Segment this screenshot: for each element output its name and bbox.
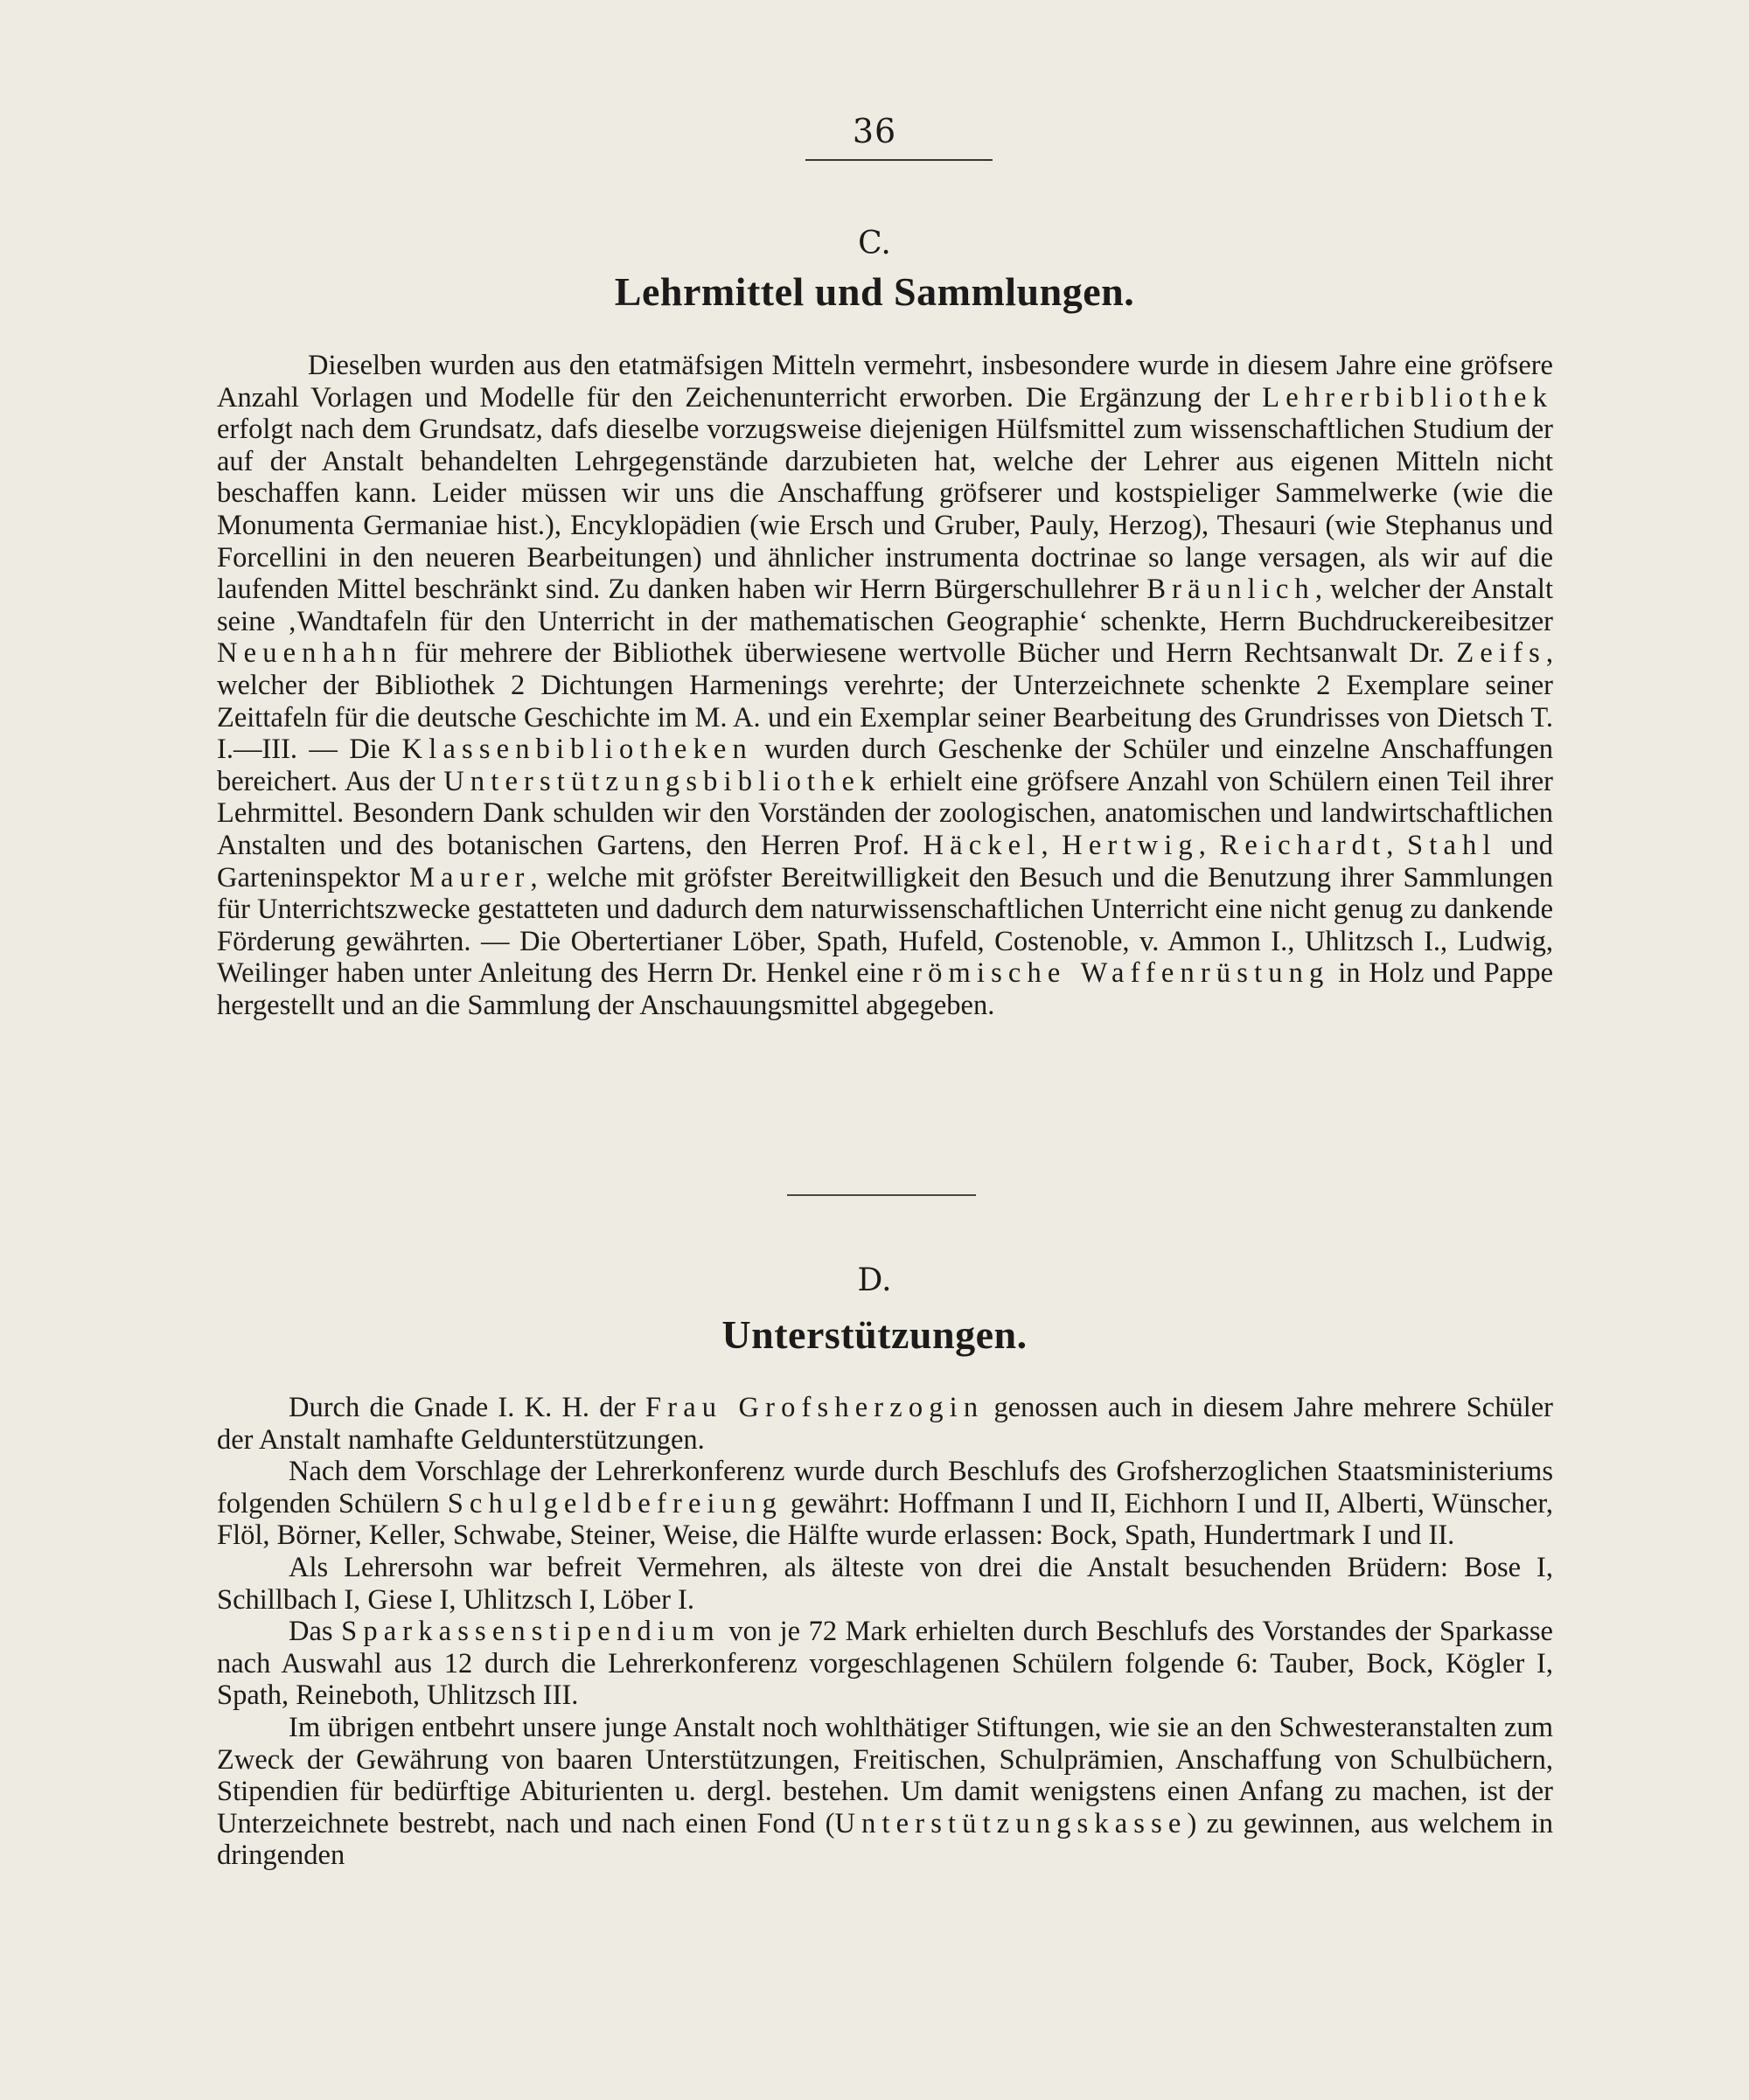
text-run: erhielt eine gröfsere Anzahl von Schülern einen Teil ihrer Lehrmittel. Besondern Dank schulden wir den Vorständen der zoologischen, anatomischen und landwirtschaftlichen Anstalten und des botanischen Gartens, den Herren Prof.	[217, 765, 1553, 861]
spaced-emphasis: Sparkassenstipendium	[341, 1616, 721, 1648]
section-c-title: Lehrmittel und Sammlungen.	[614, 269, 1135, 314]
section-c-letter: C.	[858, 226, 891, 261]
text-run: und Garteninspektor	[217, 829, 1554, 894]
spaced-emphasis: Neuenhahn	[217, 637, 403, 670]
spaced-emphasis: Reichardt	[1219, 829, 1387, 861]
text-run: von je 72 Mark erhielten durch Beschlufs des Vorstandes der Sparkasse nach Auswahl aus 12 durch die Lehrerkonferenz vorgeschlagenen Schülern folgende 6: Tauber, Bock, Kögler I, Spath, Reineboth, Uhlitzsch III.	[217, 1616, 1553, 1712]
spaced-emphasis: Hertwig	[1062, 829, 1199, 861]
text-run: Das	[289, 1616, 342, 1648]
section-d-paragraph	[217, 1712, 1553, 1872]
section-divider	[787, 1194, 976, 1196]
text-run: in Holz und Pappe hergestellt und an die Sammlung der Anschauungsmittel abgegeben.	[217, 957, 1554, 1021]
section-c-paragraph	[217, 350, 1553, 1021]
text-run: Nach dem Vorschlage der Lehrerkonferenz wurde durch Beschlufs des Grofsherzoglichen Staatsministeriums folgenden Schülern	[217, 1456, 1553, 1519]
spaced-emphasis: Zeifs	[1456, 637, 1546, 670]
header-rule	[805, 159, 993, 161]
text-run: erfolgt nach dem Grundsatz, dafs dieselbe vorzugsweise diejenigen Hülfsmittel zum wissenschaftlichen Studium der auf der Anstalt behandelten Lehrgegenstände darzubieten hat, welche der Lehrer aus eigenen Mitteln nicht beschaffen kann. Leider müssen wir uns die Anschaffung gröfserer und kostspieliger Sammelwerke (wie die Monumenta Germaniae hist.), Encyklopädien (wie Ersch und Gruber, Pauly, Herzog), Thesauri (wie Stephanus und Forcellini in den neueren Bearbeitungen) und ähnlicher instrumenta doctrinae so lange versagen, als wir auf die laufenden Mittel beschränkt sind. Zu danken haben wir Herrn Bürgerschullehrer	[217, 414, 1553, 606]
text-run: gewährt: Hoffmann I und II, Eichhorn I und II, Alberti, Wünscher, Flöl, Börner, Keller, Schwabe, Steiner, Weise, die Hälfte wurde erlassen: Bock, Spath, Hundertmark I und II.	[217, 1487, 1553, 1552]
text-run: wurden durch Geschenke der Schüler und einzelne Anschaffungen bereichert. Aus der	[217, 734, 1553, 797]
spaced-emphasis: Häckel	[923, 829, 1042, 861]
text-run: genossen auch in diesem Jahre mehrere Schüler der Anstalt namhafte Geldunterstützungen.	[217, 1392, 1553, 1456]
section-d-letter: D.	[857, 1262, 892, 1298]
spaced-emphasis: Stahl	[1407, 829, 1497, 861]
section-c-body	[217, 350, 1553, 1021]
text-run: ,	[1386, 829, 1408, 861]
text-run: , welcher der Anstalt seine ‚Wandtafeln für den Unterricht in der mathematischen Geographie‘ schenkte, Herrn Buchdruckereibesitzer	[217, 574, 1553, 637]
section-d-paragraph	[217, 1552, 1553, 1616]
spaced-emphasis: Klassenbibliotheken	[401, 734, 753, 766]
spaced-emphasis: Schulgeldbefreiung	[447, 1487, 783, 1519]
section-d-paragraph	[217, 1392, 1553, 1456]
spaced-emphasis: römische Waffenrüstung	[912, 957, 1330, 990]
section-d-paragraph	[217, 1616, 1553, 1712]
spaced-emphasis: Bräunlich	[1146, 574, 1315, 606]
text-run: Im übrigen entbehrt unsere junge Anstalt noch wohlthätiger Stiftungen, wie sie an den Schwesteranstalten zum Zweck der Gewährung von baaren Unterstützungen, Freitischen, Schulprämien, Anschaffung von Schulbüchern, Stipendien für bedürftige Abiturienten u. dergl. bestehen. Um damit wenigstens einen Anfang zu machen, ist der Unterzeichnete bestrebt, nach und nach einen Fond (	[217, 1711, 1553, 1839]
text-run: ) zu gewinnen, aus welchem in dringenden	[217, 1807, 1553, 1872]
text-run: Durch die Gnade I. K. H. der	[289, 1392, 645, 1423]
section-d-body	[217, 1392, 1553, 1872]
spaced-emphasis: Lehrerbibliothek	[1262, 381, 1553, 414]
text-run: , welche mit gröfster Bereitwilligkeit den Besuch und die Benutzung ihrer Sammlungen für Unterrichtszwecke gestatteten und dadurch dem naturwissenschaftlichen Unterricht eine nicht genug zu dankende Förderung gewährten. — Die Obertertianer Löber, Spath, Hufeld, Costenoble, v. Ammon I., Uhlitzsch I., Ludwig, Weilinger haben unter Anleitung des Herrn Dr. Henkel eine	[217, 861, 1553, 990]
spaced-emphasis: Maurer	[408, 861, 531, 894]
spaced-emphasis: Unterstützungskasse	[834, 1807, 1188, 1839]
section-d-title: Unterstützungen.	[721, 1312, 1028, 1357]
spaced-emphasis: Frau Grofsherzogin	[645, 1392, 985, 1423]
text-run: Dieselben wurden aus den etatmäfsigen Mitteln vermehrt, insbesondere wurde in diesem Jahre eine gröfsere Anzahl Vorlagen und Modelle für den Zeichenunterricht erworben. Die Ergänzung der	[217, 350, 1553, 414]
text-run: für mehrere der Bibliothek überwiesene wertvolle Bücher und Herrn Rechtsanwalt Dr.	[402, 637, 1457, 670]
text-run: Als Lehrersohn war befreit Vermehren, als älteste von drei die Anstalt besuchenden Brüdern: Bose I, Schillbach I, Giese I, Uhlitzsch I, Löber I.	[217, 1551, 1553, 1616]
page-number: 36	[852, 112, 897, 150]
spaced-emphasis: Unterstützungsbibliothek	[443, 765, 881, 797]
section-d-paragraph	[217, 1456, 1553, 1552]
text-run: ,	[1198, 829, 1220, 861]
text-run: ,	[1041, 829, 1063, 861]
text-run: , welcher der Bibliothek 2 Dichtungen Harmenings verehrte; der Unterzeichnete schenkte 2 Exemplare seiner Zeittafeln für die deutsche Geschichte im M. A. und ein Exemplar seiner Bearbeitung des Grundrisses von Dietsch T. I.—III. — Die	[217, 637, 1553, 766]
